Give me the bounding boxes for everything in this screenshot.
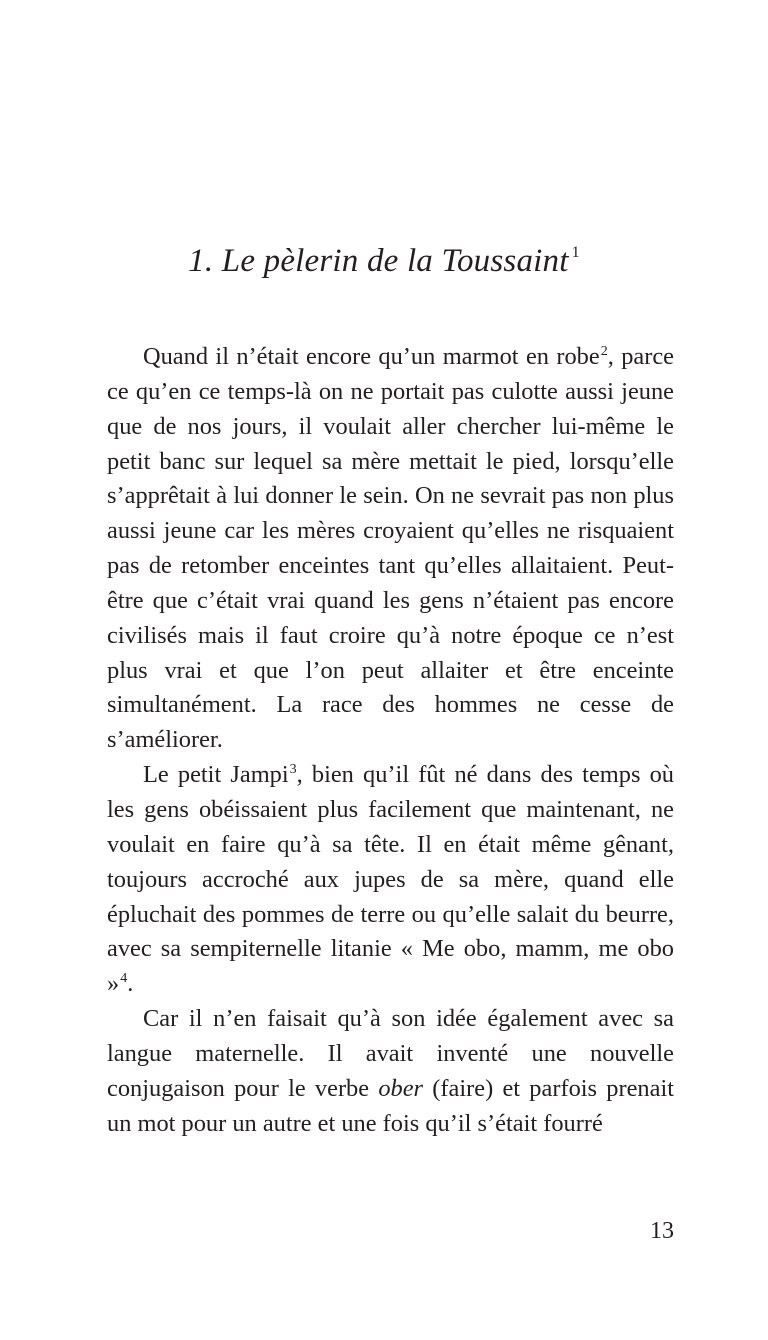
paragraph-text: (faire) et parfois prenait un mot pour un autre et une fois qu’il s’était fourré (107, 1074, 674, 1137)
paragraph-text: . (127, 970, 134, 998)
footnote-ref: 3 (289, 762, 297, 778)
chapter-title (0, 228, 768, 286)
chapter-title-text: 1. Le pèlerin de la Toussaint (188, 243, 569, 279)
paragraph-text: , parce ce qu’en ce temps-là on ne portait pas culotte aussi jeune que de nos jours, il voulait aller chercher lui-même le petit banc sur lequel sa mère mettait le pied, lorsqu’elle s’apprêtait à lui donner le sein. On ne sevrait pas non plus aussi jeune car les mères croyaient qu’elles ne risquaient pas de retomber enceintes tant qu’elles allaitaient. Peut-être que c’était vrai quand les gens n’étaient pas encore civilisés mais il faut croire qu’à notre époque ce n’est plus vrai et que l’on peut allaiter et être enceinte simultanément. La race des hommes ne cesse de s’améliorer. (107, 343, 674, 754)
footnote-ref: 4 (120, 971, 128, 987)
paragraph (107, 758, 674, 1002)
paragraph (107, 340, 674, 758)
footnote-ref: 2 (600, 344, 608, 359)
paragraph-text: , bien qu’il fût né dans des temps où les gens obéissaient plus facilement que maintenant, ne voulait en faire qu’à sa tête. Il en était même gênant, toujours accroché aux jupes de sa mère, quand elle épluchait des pommes de terre ou qu’elle salait du beurre, avec sa sempiternelle litanie « Me obo, mamm, me obo » (107, 761, 674, 998)
paragraph-text: Car il n’en faisait qu’à son idée également avec sa langue maternelle. Il avait inventé une nouvelle conjugaison pour le verbe (107, 1005, 674, 1102)
paragraph (107, 1002, 674, 1141)
paragraph-text: Quand il n’était encore qu’un marmot en robe (143, 343, 600, 370)
footnote-ref: 1 (571, 244, 580, 261)
italic-word: ober (378, 1074, 424, 1102)
body-text (107, 340, 674, 1141)
paragraph-text: Le petit Jampi (143, 761, 289, 789)
page-number: 13 (650, 1218, 674, 1244)
